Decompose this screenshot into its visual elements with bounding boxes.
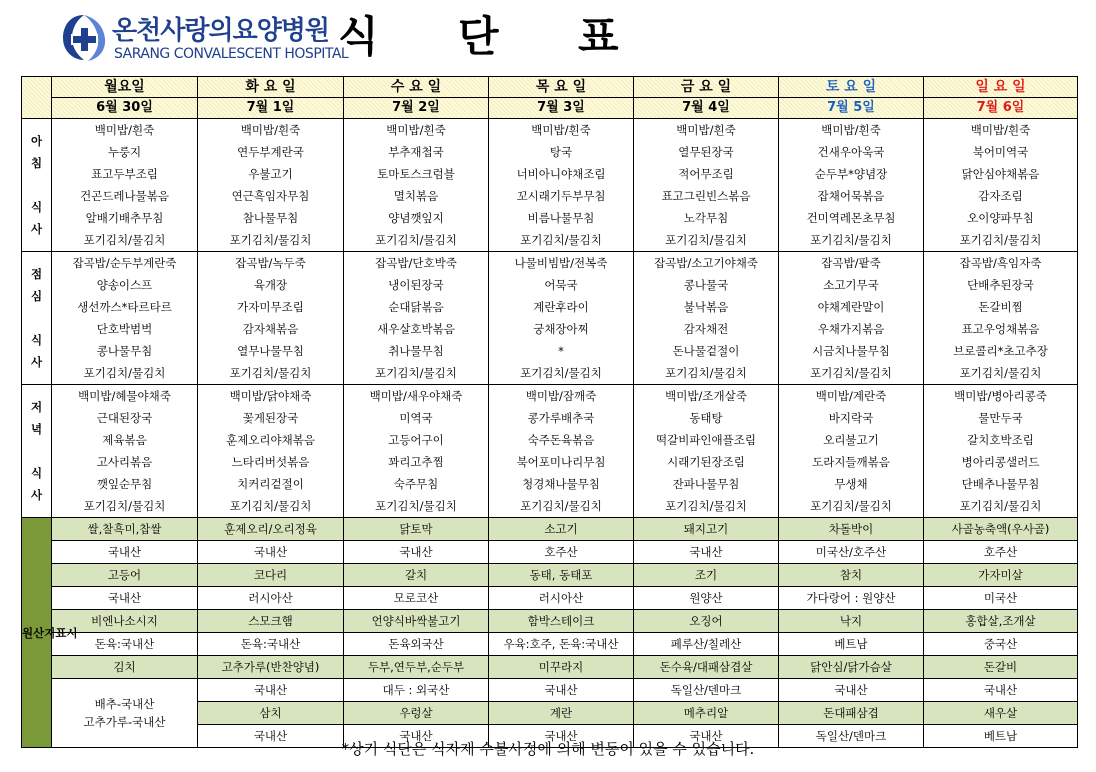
- menu-item: 숙주돈육볶음: [489, 429, 634, 451]
- meal-label-char: 식: [30, 200, 43, 214]
- page-title: [338, 4, 638, 64]
- meal-row: [22, 429, 1078, 451]
- menu-item: 누룽지: [52, 141, 198, 163]
- menu-item: 알배기배추무침: [52, 207, 198, 229]
- menu-item: 근대된장국: [52, 407, 198, 429]
- origin-cell: 닭토막: [344, 518, 489, 541]
- origin-cell: 독일산/덴마크: [634, 679, 779, 702]
- title-char: 표: [578, 12, 619, 61]
- origin-cell: 페루산/칠레산: [634, 633, 779, 656]
- meal-row: [22, 495, 1078, 518]
- menu-item: 포기김치/물김치: [198, 229, 344, 252]
- menu-item: 꼬시래기두부무침: [489, 185, 634, 207]
- origin-merged-line: 배추-국내산: [94, 697, 155, 711]
- page-header: [0, 0, 1096, 74]
- menu-item: 백미밥/조개살죽: [634, 385, 779, 408]
- origin-row: [22, 633, 1078, 656]
- title-char: 식: [338, 12, 379, 61]
- day-header-row: [22, 77, 1078, 98]
- menu-item: 부추재첩국: [344, 141, 489, 163]
- date-header-row: [22, 98, 1078, 119]
- menu-item: 표고그린빈스볶음: [634, 185, 779, 207]
- menu-item: 참나물무침: [198, 207, 344, 229]
- origin-cell: 국내산: [779, 679, 924, 702]
- origin-cell: 미꾸라지: [489, 656, 634, 679]
- origin-cell: 홍합살,조개살: [924, 610, 1078, 633]
- origin-cell: 비엔나소시지: [52, 610, 198, 633]
- origin-cell: 국내산: [344, 725, 489, 748]
- origin-cell: 가다랑어 : 원양산: [779, 587, 924, 610]
- origin-label-char: 표: [55, 625, 67, 640]
- menu-item: 건새우아욱국: [779, 141, 924, 163]
- meal-row: [22, 119, 1078, 142]
- menu-item: 포기김치/물김치: [344, 362, 489, 385]
- meal-menu-table: [21, 76, 1078, 748]
- origin-cell: 훈제오리/오리정육: [198, 518, 344, 541]
- menu-item: 포기김치/물김치: [779, 229, 924, 252]
- menu-item: 취나물무침: [344, 340, 489, 362]
- menu-item: 포기김치/물김치: [344, 229, 489, 252]
- menu-item: 북어미역국: [924, 141, 1078, 163]
- menu-item: 포기김치/물김치: [489, 495, 634, 518]
- menu-item: 연두부계란국: [198, 141, 344, 163]
- menu-item: 가자미무조림: [198, 296, 344, 318]
- origin-cell: 참치: [779, 564, 924, 587]
- menu-item: 비름나물무침: [489, 207, 634, 229]
- label-gap: [22, 440, 51, 462]
- origin-cell: 오징어: [634, 610, 779, 633]
- origin-cell: 국내산: [198, 679, 344, 702]
- menu-item: 단배추나물무침: [924, 473, 1078, 495]
- menu-item: 탕국: [489, 141, 634, 163]
- day-name: 토 요 일: [779, 77, 924, 98]
- origin-cell: 모로코산: [344, 587, 489, 610]
- menu-item: 치커리겉절이: [198, 473, 344, 495]
- origin-cell: 대두 : 외국산: [344, 679, 489, 702]
- origin-row: [22, 564, 1078, 587]
- origin-cell: 돈육:국내산: [52, 633, 198, 656]
- menu-item: 포기김치/물김치: [344, 495, 489, 518]
- menu-item: 포기김치/물김치: [924, 495, 1078, 518]
- meal-row: [22, 141, 1078, 163]
- menu-item: 표고우엉채볶음: [924, 318, 1078, 340]
- corner-cell: [22, 77, 52, 119]
- day-name: 일 요 일: [924, 77, 1078, 98]
- meal-row: [22, 252, 1078, 275]
- menu-item: 우채가지볶음: [779, 318, 924, 340]
- meal-row: [22, 185, 1078, 207]
- meal-label-char: 사: [30, 222, 43, 236]
- menu-item: 백미밥/병아리콩죽: [924, 385, 1078, 408]
- meal-label-char: 침: [30, 156, 43, 170]
- menu-item: 청경채나물무침: [489, 473, 634, 495]
- origin-cell: 갈치: [344, 564, 489, 587]
- menu-item: 백미밥/흰죽: [198, 119, 344, 142]
- meal-row: [22, 274, 1078, 296]
- origin-cell: 국내산: [634, 541, 779, 564]
- menu-item: 오이양파무침: [924, 207, 1078, 229]
- menu-item: 건미역레몬초무침: [779, 207, 924, 229]
- menu-item: 불낙볶음: [634, 296, 779, 318]
- origin-cell: 우렁살: [344, 702, 489, 725]
- origin-cell: 사골농축액(우사골): [924, 518, 1078, 541]
- origin-cell: 닭안심/닭가슴살: [779, 656, 924, 679]
- origin-cell: 함박스테이크: [489, 610, 634, 633]
- menu-item: 백미밥/흰죽: [52, 119, 198, 142]
- menu-item: 나물비빔밥/전복죽: [489, 252, 634, 275]
- menu-item: 양념깻잎지: [344, 207, 489, 229]
- meal-row: [22, 385, 1078, 408]
- menu-item: 백미밥/혜물야채죽: [52, 385, 198, 408]
- menu-item: 느타리버섯볶음: [198, 451, 344, 473]
- menu-item: 포기김치/물김치: [924, 229, 1078, 252]
- meal-label-char: 식: [30, 466, 43, 480]
- meal-row: [22, 340, 1078, 362]
- menu-item: 소고기무국: [779, 274, 924, 296]
- origin-cell: 동태, 동태포: [489, 564, 634, 587]
- menu-item: 포기김치/물김치: [924, 362, 1078, 385]
- meal-label: [22, 385, 52, 518]
- origin-cell: 고추가루(반찬양념): [198, 656, 344, 679]
- menu-item: 적어무조림: [634, 163, 779, 185]
- menu-item: 노각무침: [634, 207, 779, 229]
- menu-item: 잡곡밥/단호박죽: [344, 252, 489, 275]
- origin-cell: 언양식바싹불고기: [344, 610, 489, 633]
- origin-cell: 조기: [634, 564, 779, 587]
- menu-item: 포기김치/물김치: [634, 362, 779, 385]
- menu-item: 깻잎순무침: [52, 473, 198, 495]
- origin-cell: 고등어: [52, 564, 198, 587]
- menu-item: 백미밥/닭야채죽: [198, 385, 344, 408]
- origin-cell: 스모크햄: [198, 610, 344, 633]
- menu-item: 갈치호박조림: [924, 429, 1078, 451]
- origin-cell: 가자미살: [924, 564, 1078, 587]
- menu-item: 제육볶음: [52, 429, 198, 451]
- hospital-name-english: SARANG CONVALESCENT HOSPITAL: [114, 46, 349, 62]
- meal-label-char: 사: [30, 355, 43, 369]
- menu-item: 생선까스*타르타르: [52, 296, 198, 318]
- origin-cell: 호주산: [924, 541, 1078, 564]
- menu-item: 북어포미나리무침: [489, 451, 634, 473]
- menu-item: 고등어구이: [344, 429, 489, 451]
- menu-item: 열무나물무침: [198, 340, 344, 362]
- origin-cell: 국내산: [489, 725, 634, 748]
- menu-item: 감자채전: [634, 318, 779, 340]
- menu-item: 궁채장아찌: [489, 318, 634, 340]
- menu-item: 콩나물무침: [52, 340, 198, 362]
- origin-row: [22, 587, 1078, 610]
- origin-cell: 새우살: [924, 702, 1078, 725]
- origin-cell: 우육:호주, 돈육:국내산: [489, 633, 634, 656]
- menu-item: 병아리콩샐러드: [924, 451, 1078, 473]
- origin-row: [22, 656, 1078, 679]
- meal-row: [22, 229, 1078, 252]
- meal-row: [22, 473, 1078, 495]
- menu-item: 순두부*양념장: [779, 163, 924, 185]
- menu-item: 숙주무침: [344, 473, 489, 495]
- meal-label-char: 사: [30, 488, 43, 502]
- menu-item: 포기김치/물김치: [779, 495, 924, 518]
- menu-item: 단배추된장국: [924, 274, 1078, 296]
- origin-row: [22, 541, 1078, 564]
- day-name: 화 요 일: [198, 77, 344, 98]
- origin-cell: 국내산: [52, 587, 198, 610]
- menu-item: 포기김치/물김치: [198, 362, 344, 385]
- origin-label-char: 원: [22, 625, 34, 640]
- origin-cell: 코다리: [198, 564, 344, 587]
- menu-item: 잡곡밥/순두부계란죽: [52, 252, 198, 275]
- day-name: 목 요 일: [489, 77, 634, 98]
- meal-label-char: 저: [30, 400, 43, 414]
- origin-cell: 김치: [52, 656, 198, 679]
- meal-label-char: 점: [30, 267, 43, 281]
- menu-item: *: [489, 340, 634, 362]
- day-date: 7월 2일: [344, 98, 489, 119]
- menu-item: 잡곡밥/녹두죽: [198, 252, 344, 275]
- origin-cell: 돼지고기: [634, 518, 779, 541]
- menu-item: 포기김치/물김치: [779, 362, 924, 385]
- origin-cell: 원양산: [634, 587, 779, 610]
- origin-cell: 두부,연두부,순두부: [344, 656, 489, 679]
- menu-item: 백미밥/흰죽: [489, 119, 634, 142]
- menu-item: 돈나물겉절이: [634, 340, 779, 362]
- menu-item: 너비아니야채조림: [489, 163, 634, 185]
- day-name: 수 요 일: [344, 77, 489, 98]
- menu-item: 꽃게된장국: [198, 407, 344, 429]
- origin-merged-line: 고추가루-국내산: [83, 715, 166, 729]
- day-date: 7월 6일: [924, 98, 1078, 119]
- menu-item: 도라지들깨볶음: [779, 451, 924, 473]
- origin-cell: 돈육:국내산: [198, 633, 344, 656]
- menu-item: 백미밥/잠깨죽: [489, 385, 634, 408]
- day-name: 월요일: [52, 77, 198, 98]
- meal-label-char: 아: [30, 134, 43, 148]
- menu-item: 꽈리고추찜: [344, 451, 489, 473]
- meal-row: [22, 207, 1078, 229]
- origin-cell: 국내산: [489, 679, 634, 702]
- menu-item: 표고두부조림: [52, 163, 198, 185]
- origin-cell: 호주산: [489, 541, 634, 564]
- origin-cell: 국내산: [634, 725, 779, 748]
- menu-item: 포기김치/물김치: [489, 229, 634, 252]
- meal-label: [22, 252, 52, 385]
- origin-cell: 베트남: [924, 725, 1078, 748]
- menu-item: 잔파나물무침: [634, 473, 779, 495]
- menu-item: 냉이된장국: [344, 274, 489, 296]
- hospital-logo: [60, 10, 349, 66]
- origin-cell: 돈수육/대패삼겹살: [634, 656, 779, 679]
- origin-cell: 국내산: [52, 541, 198, 564]
- meal-row: [22, 296, 1078, 318]
- origin-row: [22, 610, 1078, 633]
- origin-cell: 돈갈비: [924, 656, 1078, 679]
- menu-item: 포기김치/물김치: [52, 229, 198, 252]
- day-name: 금 요 일: [634, 77, 779, 98]
- menu-item: 잡곡밥/팥죽: [779, 252, 924, 275]
- menu-item: 백미밥/흰죽: [779, 119, 924, 142]
- menu-item: 바지락국: [779, 407, 924, 429]
- origin-cell: 돈대패삼겹: [779, 702, 924, 725]
- menu-item: 포기김치/물김치: [489, 362, 634, 385]
- menu-item: 백미밥/흰죽: [344, 119, 489, 142]
- menu-item: 토마토스크럼블: [344, 163, 489, 185]
- meal-label: [22, 119, 52, 252]
- menu-item: 훈제오리야채볶음: [198, 429, 344, 451]
- hospital-cross-icon: [60, 12, 108, 62]
- origin-label-char: 시: [66, 625, 78, 640]
- menu-item: 단호박범벅: [52, 318, 198, 340]
- origin-cell: 러시아산: [198, 587, 344, 610]
- origin-cell: 베트남: [779, 633, 924, 656]
- origin-cell: 국내산: [344, 541, 489, 564]
- menu-item: 포기김치/물김치: [634, 495, 779, 518]
- menu-item: 동태탕: [634, 407, 779, 429]
- origin-cell: 차돌박이: [779, 518, 924, 541]
- meal-label-char: 녁: [30, 422, 43, 436]
- day-date: 7월 1일: [198, 98, 344, 119]
- menu-item: 감자채볶음: [198, 318, 344, 340]
- menu-item: 미역국: [344, 407, 489, 429]
- origin-cell: 국내산: [924, 679, 1078, 702]
- menu-item: 시래기된장조림: [634, 451, 779, 473]
- origin-cell: 삼치: [198, 702, 344, 725]
- meal-row: [22, 362, 1078, 385]
- origin-label-char: 지: [44, 625, 56, 640]
- menu-item: 고사리볶음: [52, 451, 198, 473]
- origin-cell: 국내산: [198, 725, 344, 748]
- menu-item: 건곤드레나물볶음: [52, 185, 198, 207]
- day-date: 7월 4일: [634, 98, 779, 119]
- title-char: 단: [458, 12, 499, 61]
- menu-item: 백미밥/계란죽: [779, 385, 924, 408]
- label-gap: [22, 174, 51, 196]
- hospital-name-korean: 온천사랑의요양병원: [112, 16, 330, 46]
- menu-item: 우불고기: [198, 163, 344, 185]
- menu-item: 육개장: [198, 274, 344, 296]
- menu-item: 순대닭볶음: [344, 296, 489, 318]
- menu-item: 돈갈비찜: [924, 296, 1078, 318]
- menu-item: 잡채어묵볶음: [779, 185, 924, 207]
- meal-label-char: 식: [30, 333, 43, 347]
- origin-row: [22, 679, 1078, 702]
- origin-cell: 중국산: [924, 633, 1078, 656]
- menu-item: 계란후라이: [489, 296, 634, 318]
- menu-item: 야채계란말이: [779, 296, 924, 318]
- meal-row: [22, 163, 1078, 185]
- day-date: 6월 30일: [52, 98, 198, 119]
- meal-row: [22, 318, 1078, 340]
- menu-item: 콩나물국: [634, 274, 779, 296]
- menu-item: 오리불고기: [779, 429, 924, 451]
- origin-cell: 국내산: [198, 541, 344, 564]
- menu-item: 포기김치/물김치: [634, 229, 779, 252]
- meal-row: [22, 451, 1078, 473]
- origin-cell: 미국산/호주산: [779, 541, 924, 564]
- origin-row: [22, 518, 1078, 541]
- menu-item: 감자조림: [924, 185, 1078, 207]
- menu-item: 떡갈비파인애플조림: [634, 429, 779, 451]
- origin-cell: 독일산/덴마크: [779, 725, 924, 748]
- menu-item: 잡곡밥/소고기야채죽: [634, 252, 779, 275]
- menu-item: 백미밥/흰죽: [634, 119, 779, 142]
- origin-cell: 돈육외국산: [344, 633, 489, 656]
- day-date: 7월 5일: [779, 98, 924, 119]
- menu-item: 포기김치/물김치: [52, 495, 198, 518]
- menu-item: 백미밥/흰죽: [924, 119, 1078, 142]
- origin-label-char: 산: [33, 625, 45, 640]
- menu-item: 백미밥/새우야채죽: [344, 385, 489, 408]
- label-gap: [22, 307, 51, 329]
- menu-item: 새우살호박볶음: [344, 318, 489, 340]
- origin-cell: 러시아산: [489, 587, 634, 610]
- menu-item: 잡곡밥/흑임자죽: [924, 252, 1078, 275]
- origin-cell: 미국산: [924, 587, 1078, 610]
- day-date: 7월 3일: [489, 98, 634, 119]
- origin-label: [22, 518, 78, 748]
- origin-cell: 낙지: [779, 610, 924, 633]
- origin-cell: 소고기: [489, 518, 634, 541]
- menu-item: 연근흑임자무침: [198, 185, 344, 207]
- meal-row: [22, 407, 1078, 429]
- origin-cell: 메추리알: [634, 702, 779, 725]
- menu-item: 포기김치/물김치: [198, 495, 344, 518]
- menu-item: 시금치나물무침: [779, 340, 924, 362]
- menu-item: 물만두국: [924, 407, 1078, 429]
- menu-item: 열무된장국: [634, 141, 779, 163]
- menu-item: 콩가루배추국: [489, 407, 634, 429]
- menu-item: 브로콜리*초고추장: [924, 340, 1078, 362]
- menu-item: 무생채: [779, 473, 924, 495]
- menu-item: 포기김치/물김치: [52, 362, 198, 385]
- origin-cell: 계란: [489, 702, 634, 725]
- footer-note: *상기 식단은 식자재 수불사정에 의해 변동이 있을 수 있습니다.: [341, 740, 755, 758]
- menu-item: 멸치볶음: [344, 185, 489, 207]
- origin-cell: 쌀,찰흑미,찹쌀: [52, 518, 198, 541]
- menu-item: 어묵국: [489, 274, 634, 296]
- menu-item: 양송이스프: [52, 274, 198, 296]
- meal-label-char: 심: [30, 289, 43, 303]
- menu-item: 닭안심야채볶음: [924, 163, 1078, 185]
